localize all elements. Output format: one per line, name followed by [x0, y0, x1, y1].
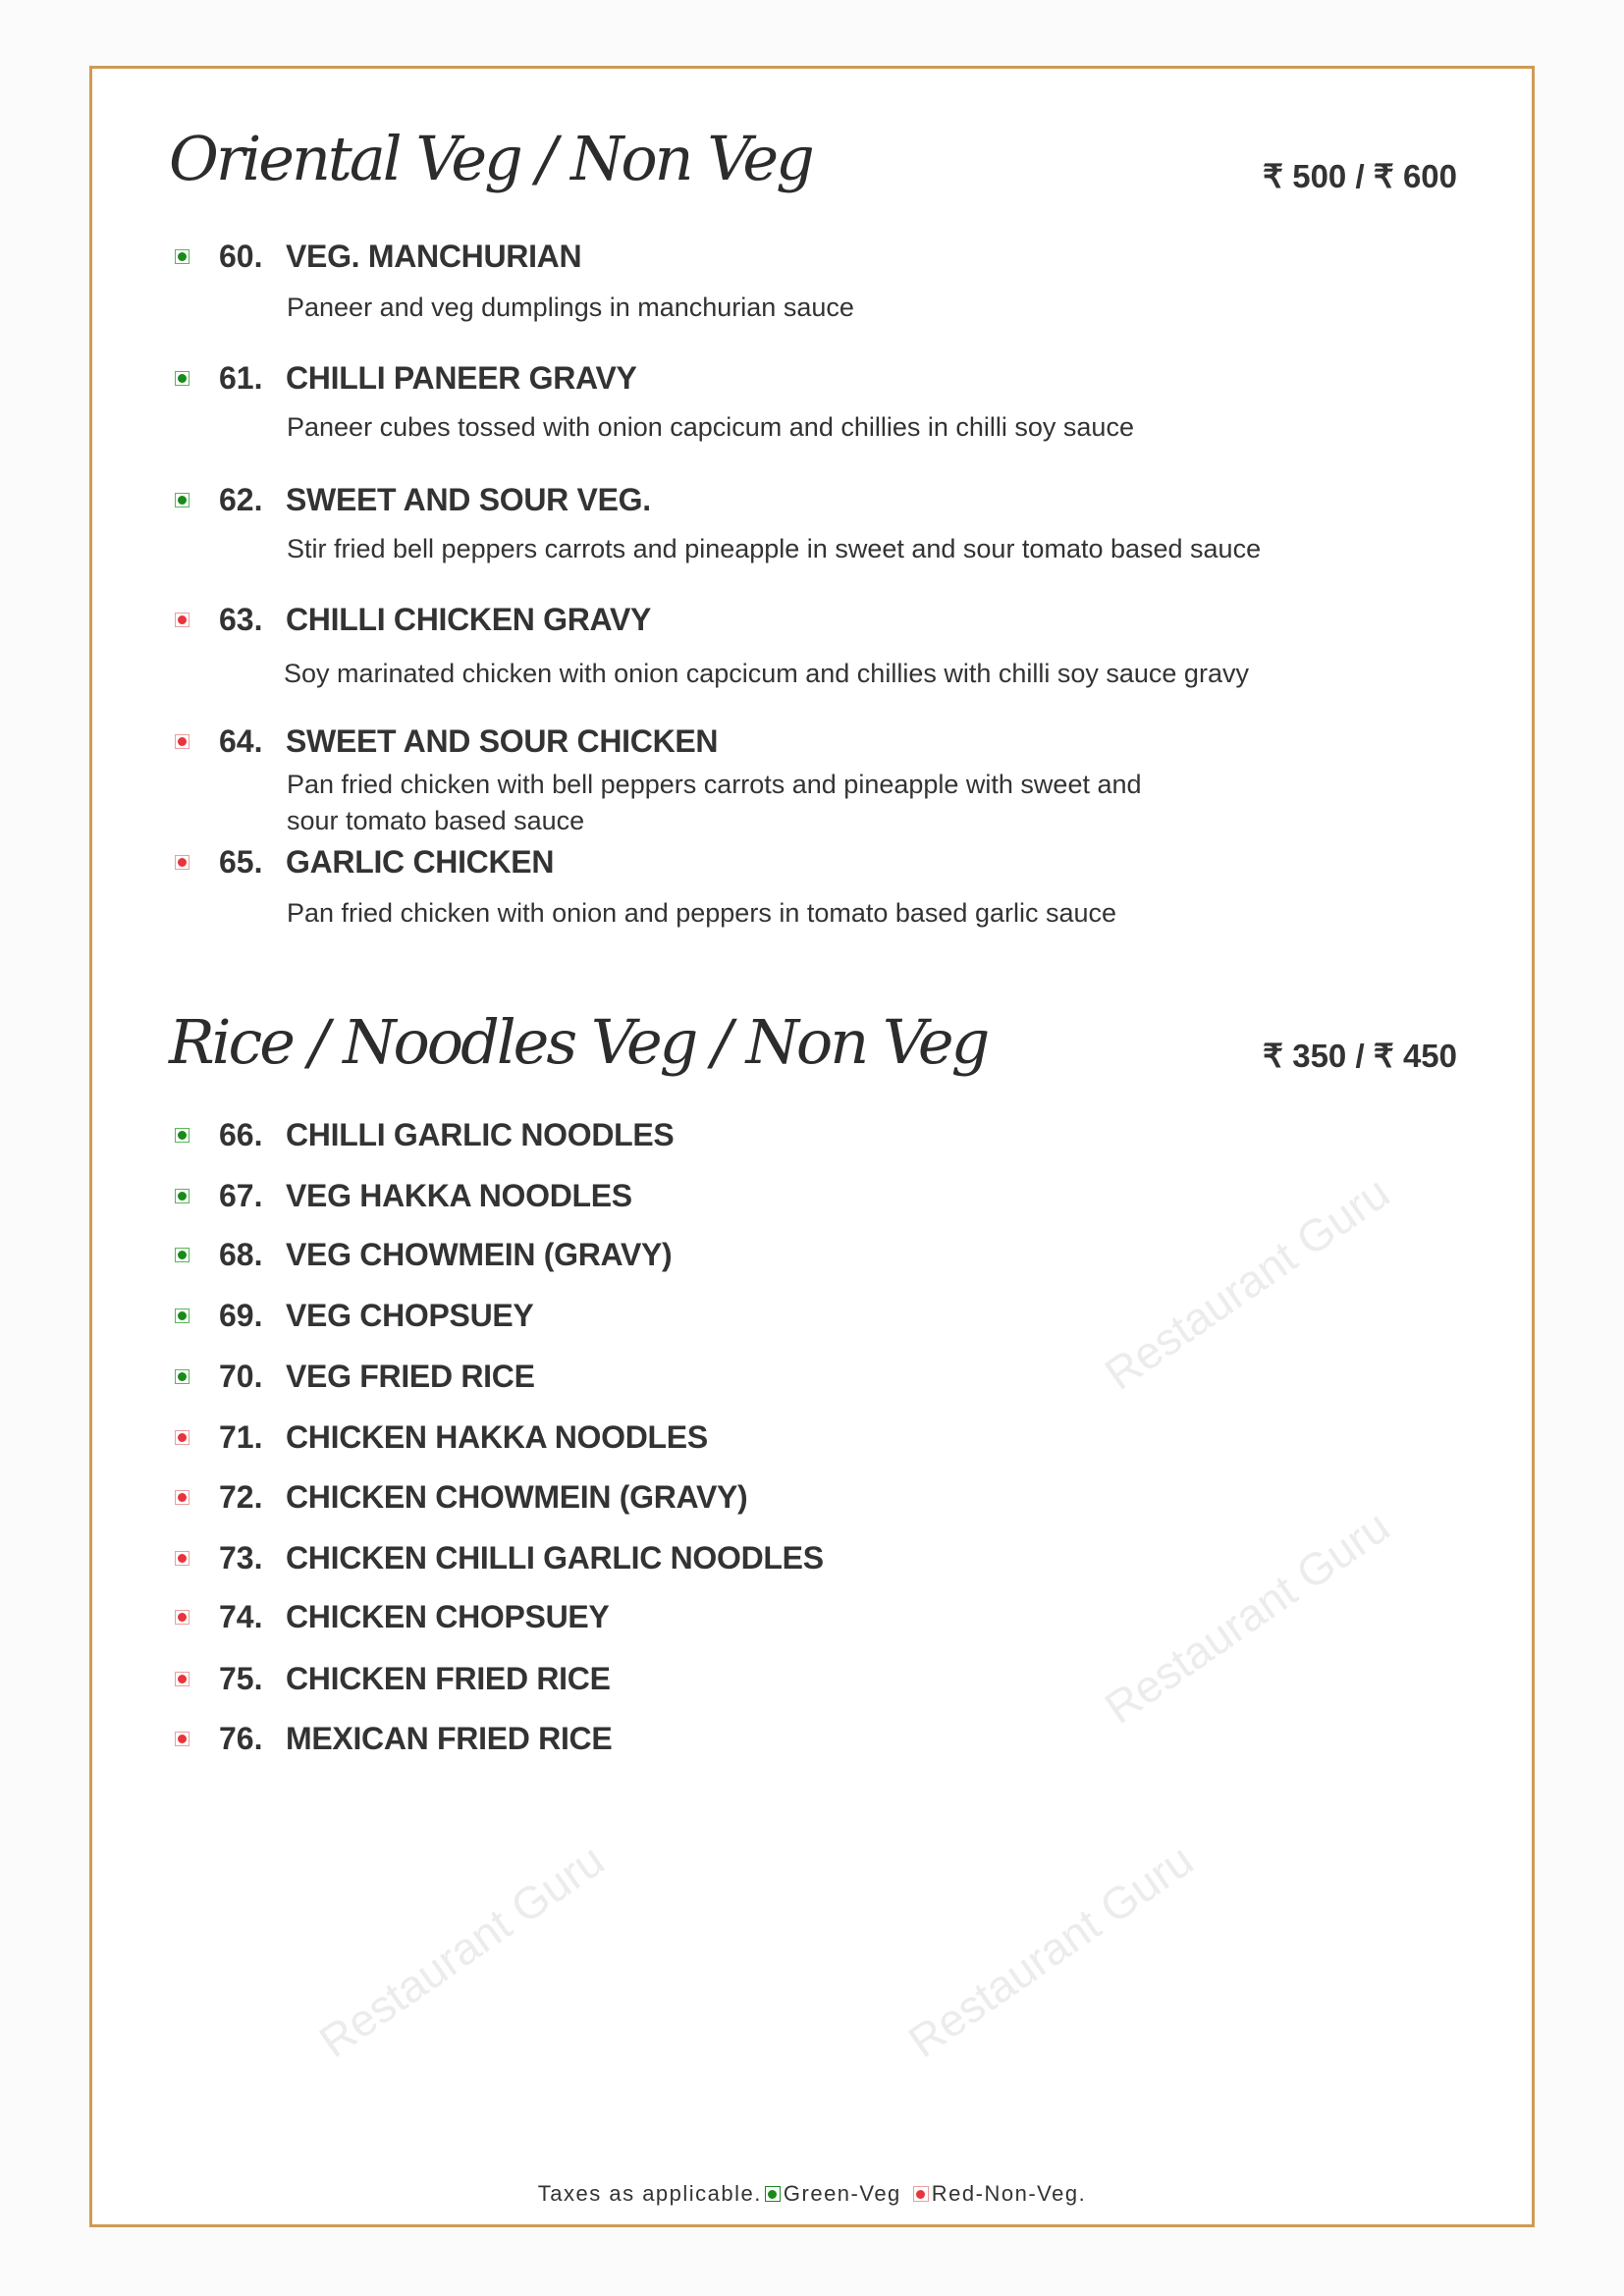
item-description: Stir fried bell peppers carrots and pineapple in sweet and sour tomato based sauce: [287, 534, 1262, 563]
item-number: 68.: [219, 1237, 263, 1272]
item-name: CHILLI PANEER GRAVY: [286, 360, 637, 396]
nonveg-icon: [913, 2186, 929, 2202]
watermark-text: Restaurant Guru: [1095, 1500, 1399, 1734]
veg-icon: [175, 371, 189, 386]
item-number: 65.: [219, 844, 263, 880]
nonveg-icon: [175, 1551, 189, 1566]
veg-icon: [175, 1128, 189, 1143]
item-number: 74.: [219, 1599, 263, 1634]
item-name: CHICKEN CHOWMEIN (GRAVY): [286, 1479, 748, 1515]
item-number: 70.: [219, 1359, 263, 1394]
veg-icon: [765, 2186, 781, 2202]
item-name: SWEET AND SOUR VEG.: [286, 482, 651, 517]
taxes-note: Taxes as applicable.: [537, 2181, 762, 2206]
item-name: CHICKEN CHILLI GARLIC NOODLES: [286, 1540, 824, 1575]
item-number: 61.: [219, 360, 263, 396]
veg-icon: [175, 1248, 189, 1262]
section-price: ₹ 500 / ₹ 600: [1263, 158, 1457, 194]
veg-legend-label: Green-Veg: [783, 2181, 901, 2206]
item-name: CHILLI CHICKEN GRAVY: [286, 602, 652, 637]
item-number: 67.: [219, 1178, 263, 1213]
item-number: 63.: [219, 602, 263, 637]
veg-icon: [175, 249, 189, 264]
watermark-text: Restaurant Guru: [309, 1834, 614, 2067]
nonveg-icon: [175, 1490, 189, 1505]
item-number: 73.: [219, 1540, 263, 1575]
item-name: MEXICAN FRIED RICE: [286, 1721, 613, 1756]
item-name: VEG HAKKA NOODLES: [286, 1178, 632, 1213]
item-name: VEG CHOPSUEY: [286, 1298, 534, 1333]
nonveg-icon: [175, 613, 189, 627]
item-description: Paneer and veg dumplings in manchurian sauce: [287, 293, 854, 322]
item-name: SWEET AND SOUR CHICKEN: [286, 723, 719, 759]
item-description: Pan fried chicken with bell peppers carrots and pineapple with sweet and: [287, 770, 1142, 799]
item-description: Soy marinated chicken with onion capcicum and chillies with chilli soy sauce gravy: [284, 659, 1249, 688]
section-title: Oriental Veg / Non Veg: [169, 123, 812, 194]
watermark-text: Restaurant Guru: [1095, 1166, 1399, 1400]
item-name: CHICKEN CHOPSUEY: [286, 1599, 610, 1634]
veg-icon: [175, 1369, 189, 1384]
item-number: 75.: [219, 1661, 263, 1696]
watermark-text: Restaurant Guru: [898, 1834, 1203, 2067]
veg-icon: [175, 1308, 189, 1323]
section-title: Rice / Noodles Veg / Non Veg: [169, 1006, 988, 1078]
nonveg-icon: [175, 734, 189, 749]
item-number: 76.: [219, 1721, 263, 1756]
item-name: VEG FRIED RICE: [286, 1359, 535, 1394]
item-description: Paneer cubes tossed with onion capcicum and chillies in chilli soy sauce: [287, 412, 1134, 442]
item-number: 72.: [219, 1479, 263, 1515]
item-name: CHICKEN FRIED RICE: [286, 1661, 611, 1696]
item-name: CHICKEN HAKKA NOODLES: [286, 1419, 708, 1455]
item-description: Pan fried chicken with onion and peppers in tomato based garlic sauce: [287, 898, 1117, 928]
veg-icon: [175, 1189, 189, 1203]
item-name: VEG CHOWMEIN (GRAVY): [286, 1237, 673, 1272]
nonveg-legend-label: Red-Non-Veg.: [931, 2181, 1087, 2206]
nonveg-icon: [175, 1672, 189, 1686]
item-number: 64.: [219, 723, 263, 759]
item-name: GARLIC CHICKEN: [286, 844, 555, 880]
item-number: 69.: [219, 1298, 263, 1333]
item-number: 71.: [219, 1419, 263, 1455]
nonveg-icon: [175, 1610, 189, 1625]
veg-icon: [175, 493, 189, 507]
item-name: VEG. MANCHURIAN: [286, 239, 582, 274]
item-number: 60.: [219, 239, 263, 274]
nonveg-icon: [175, 1430, 189, 1445]
footer-legend: [0, 2181, 1624, 2207]
section-price: ₹ 350 / ₹ 450: [1263, 1038, 1457, 1074]
item-name: CHILLI GARLIC NOODLES: [286, 1117, 675, 1152]
nonveg-icon: [175, 855, 189, 870]
item-description: sour tomato based sauce: [287, 806, 585, 835]
nonveg-icon: [175, 1732, 189, 1746]
item-number: 66.: [219, 1117, 263, 1152]
item-number: 62.: [219, 482, 263, 517]
